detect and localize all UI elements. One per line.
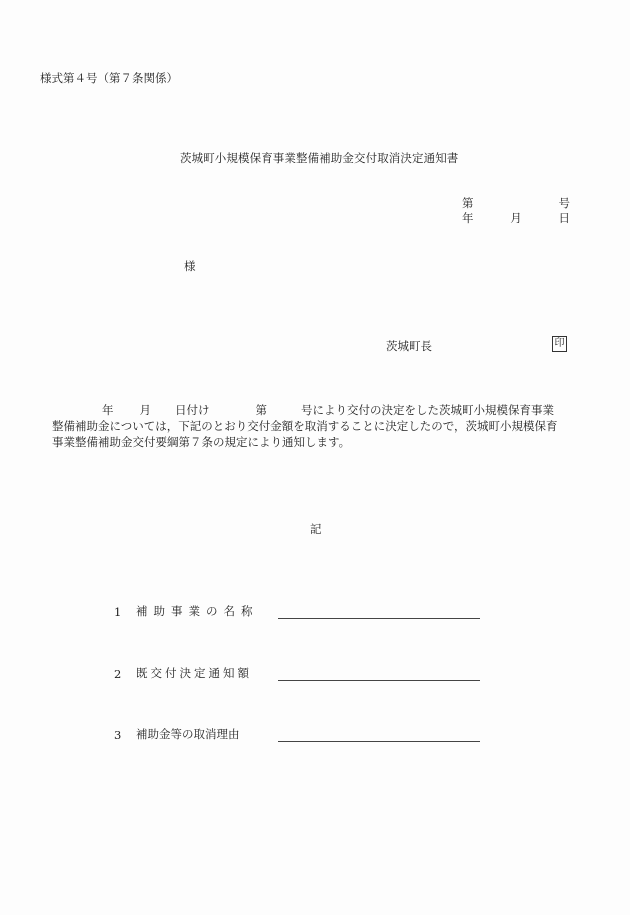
seal-stamp-icon: 印 — [552, 336, 567, 352]
item-value-field[interactable] — [278, 727, 480, 742]
addressee-suffix: 様 — [184, 259, 196, 273]
notice-body — [40, 402, 580, 450]
item-label: 補助金等の取消理由 — [136, 727, 240, 741]
item-label: 既交付決定通知額 — [136, 666, 252, 680]
item-value-field[interactable] — [278, 666, 480, 681]
ki-heading: 記 — [310, 522, 322, 536]
form-number: 様式第４号（第７条関係） — [40, 71, 178, 85]
body-number-prefix: 第 — [255, 403, 267, 417]
item-number: 1 — [114, 605, 122, 619]
item-number: 3 — [114, 728, 122, 742]
body-line-2: 整備補助金については，下記のとおり交付金額を取消することに決定したので，茨城町小規模保育 — [52, 419, 558, 433]
body-line-1-rest: 号により交付の決定をした茨城町小規模保育事業 — [301, 403, 554, 417]
document-title: 茨城町小規模保育事業整備補助金交付取消決定通知書 — [180, 151, 459, 165]
item-value-field[interactable] — [278, 604, 480, 619]
sender-name: 茨城町長 — [386, 339, 432, 353]
item-row — [114, 665, 480, 681]
date-day: 日 — [558, 211, 570, 225]
body-date-suffix: 日付け — [175, 403, 210, 417]
item-label: 補助事業の名称 — [136, 604, 259, 618]
item-number: 2 — [114, 667, 122, 681]
date-month: 月 — [510, 211, 522, 225]
number-suffix: 号 — [558, 196, 570, 210]
body-line-1 — [40, 402, 580, 418]
document-date-row — [462, 210, 570, 226]
item-row — [114, 603, 480, 619]
body-line-3: 事業整備補助金交付要綱第７条の規定により通知します。 — [52, 435, 351, 449]
body-month: 月 — [139, 403, 151, 417]
date-year: 年 — [462, 211, 474, 225]
number-prefix: 第 — [462, 196, 474, 210]
body-year: 年 — [102, 403, 114, 417]
item-row — [114, 726, 480, 742]
document-number-row — [462, 195, 570, 211]
